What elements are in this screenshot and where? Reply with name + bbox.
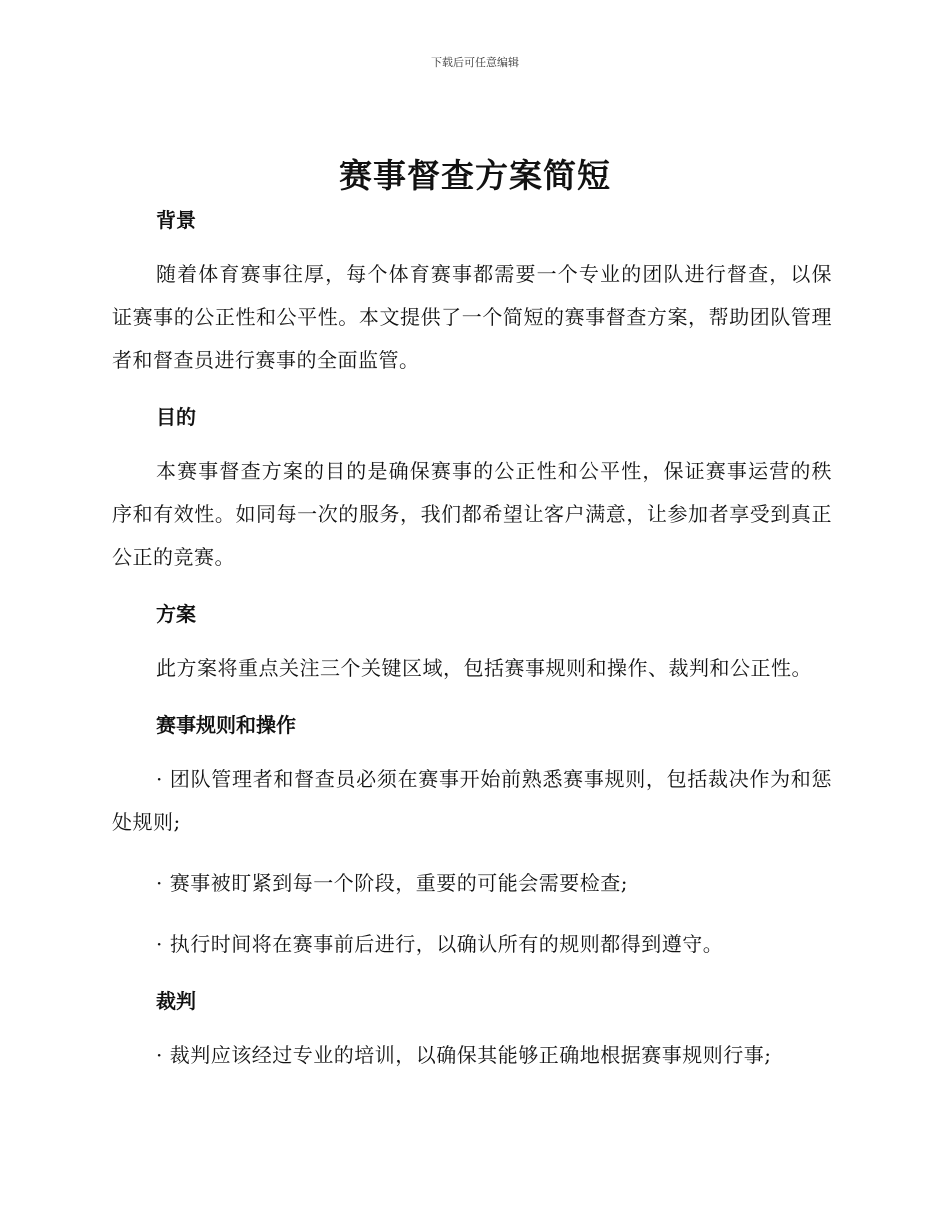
- header-note: 下载后可任意编辑: [431, 56, 519, 69]
- list-item: · 团队管理者和督查员必须在赛事开始前熟悉赛事规则，包括裁决作为和惩处规则;: [112, 767, 832, 834]
- section-referee: [112, 984, 832, 1077]
- document-title: 赛事督查方案简短: [339, 156, 611, 195]
- section-heading: 赛事规则和操作: [156, 713, 296, 737]
- section-background: [112, 203, 832, 400]
- list-item: · 赛事被盯紧到每一个阶段，重要的可能会需要检查;: [156, 871, 628, 895]
- section-rules: [112, 708, 832, 984]
- section-heading: 目的: [156, 405, 196, 429]
- section-plan: [112, 597, 832, 708]
- section-heading: 裁判: [156, 989, 196, 1013]
- section-heading: 背景: [156, 208, 196, 232]
- list-item: · 执行时间将在赛事前后进行，以确认所有的规则都得到遵守。: [156, 932, 724, 956]
- section-heading: 方案: [156, 602, 196, 626]
- section-purpose: [112, 400, 832, 597]
- list-item: · 裁判应该经过专业的培训，以确保其能够正确地根据赛事规则行事;: [156, 1043, 772, 1067]
- section-paragraph: 本赛事督查方案的目的是确保赛事的公正性和公平性，保证赛事运营的秩序和有效性。如同每一次的服务，我们都希望让客户满意，让参加者享受到真正公正的竞赛。: [112, 459, 832, 569]
- section-paragraph: 此方案将重点关注三个关键区域，包括赛事规则和操作、裁判和公正性。: [156, 656, 812, 680]
- section-paragraph: 随着体育赛事往厚，每个体育赛事都需要一个专业的团队进行督查，以保证赛事的公正性和公平性。本文提供了一个简短的赛事督查方案，帮助团队管理者和督查员进行赛事的全面监管。: [112, 262, 832, 372]
- document-body: [112, 203, 832, 1077]
